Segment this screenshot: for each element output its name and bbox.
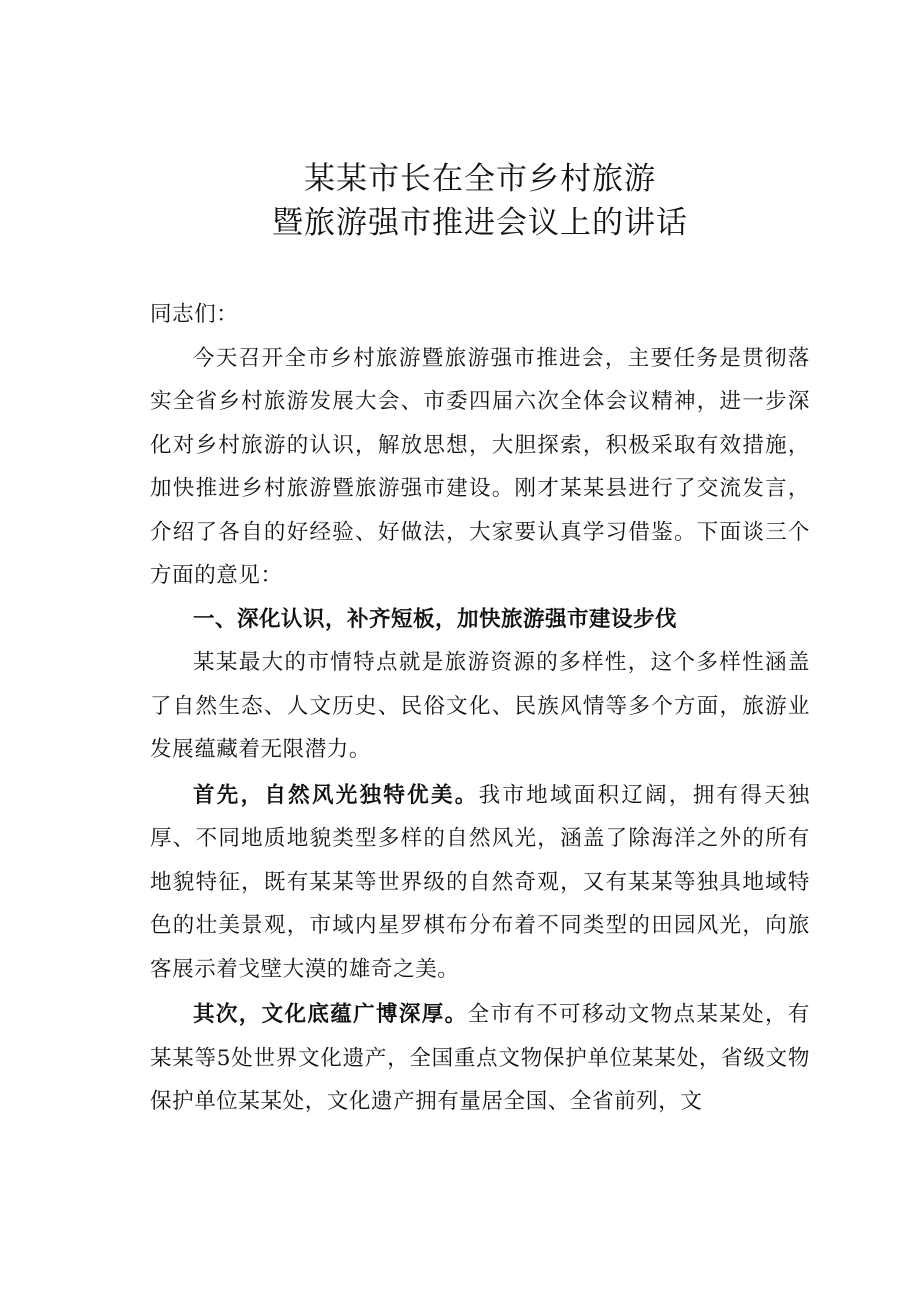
document-body	[150, 293, 810, 1124]
point-2-text: 全市有不可移动文物点某某处，有某某等5处世界文化遗产，全国重点文物保护单位某某处，省级文物保护单位某某处，文化遗产拥有量居全国、全省前列，文	[150, 1002, 810, 1114]
point-1-lead: 首先，自然风光独特优美。	[193, 782, 479, 808]
point-1-paragraph	[150, 774, 810, 992]
document-title-line-2: 暨旅游强市推进会议上的讲话	[272, 205, 688, 241]
point-1-text: 我市地域面积辽阔，拥有得天独厚、不同地质地貌类型多样的自然风光，涵盖了除海洋之外的所有地貌特征，既有某某等世界级的自然奇观，又有某某等独具地域特色的壮美景观，市域内星罗棋布分布着不同类型的田园风光，向旅客展示着戈壁大漠的雄奇之美。	[150, 782, 811, 982]
section-1-heading: 一、深化认识，补齐短板，加快旅游强市建设步伐	[193, 606, 678, 632]
point-2-lead: 其次，文化底蕴广博深厚。	[193, 1002, 468, 1027]
point-2-paragraph	[150, 993, 810, 1124]
section-1-paragraph: 某某最大的市情特点就是旅游资源的多样性，这个多样性涵盖了自然生态、人文历史、民俗文化、民族风情等多个方面，旅游业发展蕴藏着无限潜力。	[150, 650, 810, 762]
salutation: 同志们：	[150, 302, 239, 327]
intro-paragraph: 今天召开全市乡村旅游暨旅游强市推进会，主要任务是贯彻落实全省乡村旅游发展大会、市委四届六次全体会议精神，进一步深化对乡村旅游的认识，解放思想，大胆探索，积极采取有效措施，加快推进乡村旅游暨旅游强市建设。刚才某某县进行了交流发言，介绍了各自的好经验、好做法，大家要认真学习借鉴。下面谈三个方面的意见：	[150, 345, 810, 588]
document-title-line-1: 某某市长在全市乡村旅游	[304, 161, 656, 197]
